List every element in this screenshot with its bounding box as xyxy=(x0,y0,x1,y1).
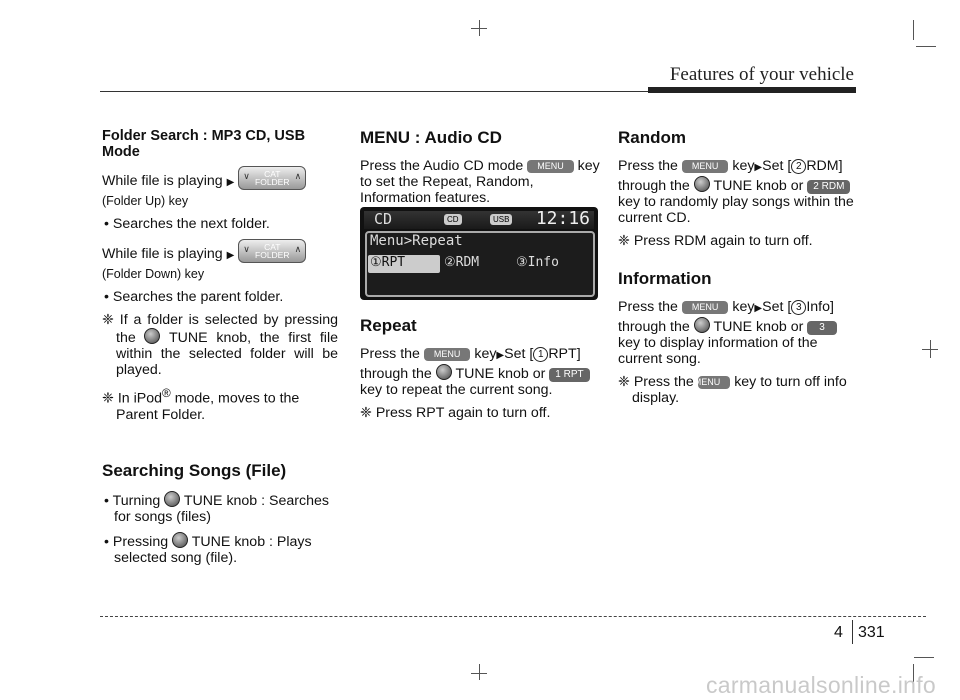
lcd-tab-usb: USB xyxy=(490,214,512,225)
crop-mark-tr-v xyxy=(913,20,914,40)
menu-audio-cd-heading: MENU : Audio CD xyxy=(360,128,502,147)
lcd-option-rdm: ②RDM xyxy=(444,255,480,270)
information-description: Press the MENU key▶Set [ 3 Info] through the TUNE knob or 3 key to display information of the current song. xyxy=(618,299,856,367)
while-playing-up: While file is playing ▶ ∨ CAT FOLDER ∧ xyxy=(102,166,338,191)
footer-rule xyxy=(100,616,926,617)
searching-songs-heading: Searching Songs (File) xyxy=(102,460,287,480)
crop-mark-top-h xyxy=(471,28,487,29)
crop-mark-bottom xyxy=(479,664,480,680)
rpt-key-badge: 1 RPT xyxy=(549,368,589,382)
folder-up-key: (Folder Up) key xyxy=(102,194,189,208)
lcd-tab-cd: CD xyxy=(444,214,462,225)
menu-key-badge: MENU xyxy=(527,160,574,173)
tune-knob-icon xyxy=(144,328,160,344)
num3-key-badge: 3 xyxy=(807,321,837,335)
information-note: ❈ Press the MENU key to turn off info display. xyxy=(618,374,847,406)
lcd-mode-label: CD xyxy=(374,210,393,228)
chevron-up-icon: ∧ xyxy=(294,244,302,254)
folder-down-key: (Folder Down) key xyxy=(102,267,205,281)
page-header-title: Features of your vehicle xyxy=(669,64,854,85)
crop-mark-bottom-h xyxy=(471,673,487,674)
cat-folder-up-button-icon: ∨ CAT FOLDER ∧ xyxy=(238,166,306,190)
bullet-pressing: • Pressing TUNE knob : Plays selected song (file). xyxy=(104,533,312,566)
menu-key-badge: MENU xyxy=(698,376,731,389)
menu-description: Press the Audio CD mode MENU key to set the Repeat, Random, Information features. xyxy=(360,158,600,206)
play-arrow-icon: ▶ xyxy=(754,303,763,314)
random-description: Press the MENU key▶Set [ 2 RDM] through the TUNE knob or 2 RDM key to randomly play songs within the current CD. xyxy=(618,158,854,226)
play-arrow-icon: ▶ xyxy=(754,162,763,173)
information-heading: Information xyxy=(618,269,712,288)
page-number: 331 xyxy=(858,624,885,641)
tune-knob-icon xyxy=(436,364,452,380)
menu-key-badge: MENU xyxy=(682,301,729,314)
repeat-description: Press the MENU key▶Set [ 1 RPT] through the TUNE knob or 1 RPT key to repeat the current song. xyxy=(360,346,600,398)
middle-column xyxy=(360,128,600,213)
crop-mark-br-h xyxy=(914,657,934,658)
chevron-down-icon: ∨ xyxy=(243,171,250,181)
folder-search-heading: Folder Search : MP3 CD, USB Mode xyxy=(102,128,306,160)
lcd-option-rpt: ①RPT xyxy=(370,255,406,270)
menu-key-badge: MENU xyxy=(424,348,471,361)
number-2-circle-icon: 2 xyxy=(791,159,806,174)
bullet-next-folder: • Searches the next folder. xyxy=(104,216,270,232)
chevron-up-icon: ∧ xyxy=(294,171,302,181)
page-number-divider xyxy=(852,620,853,644)
tune-knob-icon xyxy=(694,317,710,333)
cat-folder-down-button-icon: ∨ CAT FOLDER ∧ xyxy=(238,239,306,263)
random-note: ❈ Press RDM again to turn off. xyxy=(618,233,813,249)
crop-mark-right-h xyxy=(922,349,938,350)
lcd-clock: 12:16 xyxy=(535,208,590,229)
bullet-parent-folder: • Searches the parent folder. xyxy=(104,289,284,305)
right-column xyxy=(618,128,856,413)
lcd-option-info: ③Info xyxy=(516,255,559,270)
lcd-menu-title: Menu>Repeat xyxy=(370,233,463,249)
repeat-note: ❈ Press RPT again to turn off. xyxy=(360,405,551,421)
tune-knob-icon xyxy=(694,176,710,192)
play-arrow-icon: ▶ xyxy=(496,350,505,361)
note-folder-selected: ❈ If a folder is selected by pressing the TUNE knob, the first file within the selected folder will be played. xyxy=(102,312,338,378)
lcd-screen-illustration xyxy=(360,207,598,300)
bullet-turning: • Turning TUNE knob : Searches for songs (files) xyxy=(104,492,329,525)
tune-knob-icon xyxy=(172,532,188,548)
repeat-heading: Repeat xyxy=(360,316,417,335)
rdm-key-badge: 2 RDM xyxy=(807,180,850,194)
header-rule xyxy=(100,91,648,92)
number-3-circle-icon: 3 xyxy=(791,300,806,315)
chapter-number: 4 xyxy=(834,624,843,641)
random-heading: Random xyxy=(618,128,686,147)
menu-key-badge: MENU xyxy=(682,160,729,173)
left-column xyxy=(102,128,338,573)
crop-mark-tr-h xyxy=(916,46,936,47)
note-ipod: ❈ In iPod® mode, moves to the Parent Folder. xyxy=(102,386,300,423)
header-rule-accent xyxy=(648,87,856,93)
middle-column-repeat xyxy=(360,316,600,428)
watermark: carmanualsonline.info xyxy=(705,672,936,698)
while-playing-down: While file is playing ▶ ∨ CAT FOLDER ∧ xyxy=(102,239,338,264)
play-arrow-icon: ▶ xyxy=(226,250,235,261)
play-arrow-icon: ▶ xyxy=(226,177,235,188)
tune-knob-icon xyxy=(164,491,180,507)
chevron-down-icon: ∨ xyxy=(243,244,250,254)
number-1-circle-icon: 1 xyxy=(533,347,548,362)
